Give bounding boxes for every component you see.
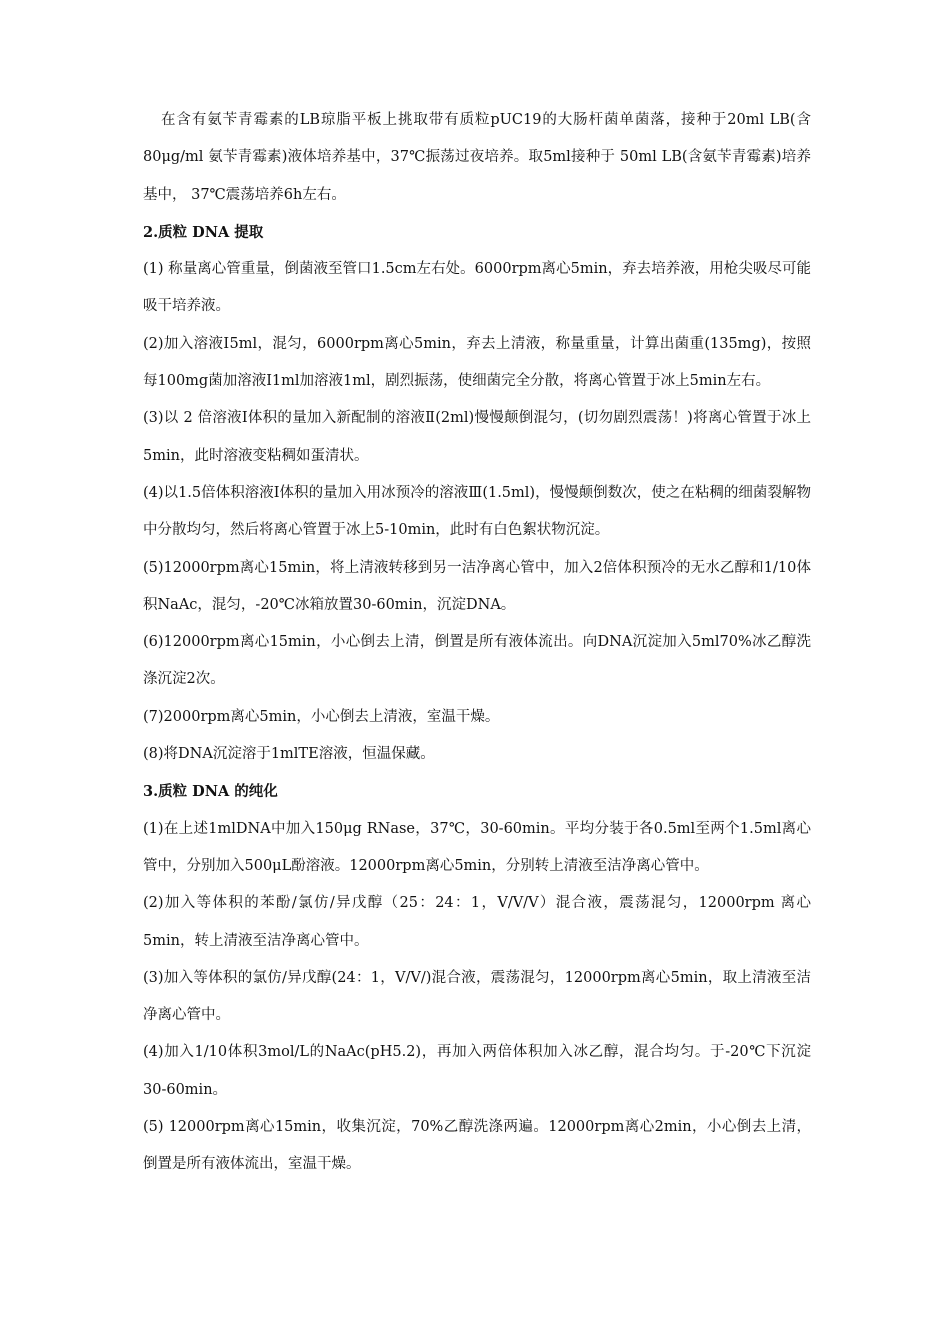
section-3-step: (5) 12000rpm离心15min，收集沉淀，70%乙醇洗涤两遍。12000rpm离心2min，小心倒去上清，倒置是所有液体流出，室温干燥。: [143, 1119, 811, 1173]
section-2-step: (8)将DNA沉淀溶于1mlTE溶液，恒温保藏。: [143, 746, 435, 763]
section-3-step: (2)加入等体积的苯酚/氯仿/异戊醇（25：24：1，V/V/V）混合液，震荡混匀，12000rpm 离心5min，转上清液至洁净离心管中。: [143, 895, 811, 949]
section-2-step: (2)加入溶液Ⅰ5ml，混匀，6000rpm离心5min，弃去上清液，称量重量，计算出菌重(135mg)，按照每100mg菌加溶液Ⅰ1ml加溶液1ml，剧烈振荡，使细菌完全分散，将离心管置于冰上5min左右。: [143, 335, 811, 390]
section-2-step: (7)2000rpm离心5min，小心倒去上清液，室温干燥。: [143, 708, 500, 725]
section-2-step: (4)以1.5倍体积溶液Ⅰ体积的量加入用冰预冷的溶液Ⅲ(1.5ml)，慢慢颠倒数次，使之在粘稠的细菌裂解物中分散均匀，然后将离心管置于冰上5-10min，此时有白色絮状物沉淀。: [143, 484, 811, 539]
document-body: [143, 102, 811, 1184]
section-2-step: (3)以 2 倍溶液Ⅰ体积的量加入新配制的溶液Ⅱ(2ml)慢慢颠倒混匀，(切勿剧烈震荡！)将离心管置于冰上5min，此时溶液变粘稠如蛋清状。: [143, 410, 811, 464]
section-3-heading: 3.质粒 DNA 的纯化: [143, 783, 278, 801]
section-3-step: (1)在上述1mlDNA中加入150μg RNase，37℃，30-60min。平均分装于各0.5ml至两个1.5ml离心管中，分别加入500μL酚溶液。12000rpm离心5min，分别转上清液至洁净离心管中。: [143, 820, 811, 874]
section-2-heading: 2.质粒 DNA 提取: [143, 223, 264, 241]
section-3-step: (4)加入1/10体积3mol/L的NaAc(pH5.2)，再加入两倍体积加入冰乙醇，混合均匀。于-20℃下沉淀30-60min。: [143, 1044, 811, 1098]
section-2-step: (6)12000rpm离心15min，小心倒去上清，倒置是所有液体流出。向DNA沉淀加入5ml70%冰乙醇洗涤沉淀2次。: [143, 634, 811, 688]
section-2-step: (5)12000rpm离心15min，将上清液转移到另一洁净离心管中，加入2倍体积预冷的无水乙醇和1/10体积NaAc，混匀，-20℃冰箱放置30-60min，沉淀DNA。: [143, 559, 811, 613]
section-3-step: (3)加入等体积的氯仿/异戊醇(24：1，V/V/)混合液，震荡混匀，12000rpm离心5min，取上清液至洁净离心管中。: [143, 969, 811, 1024]
intro-paragraph: 在含有氨苄青霉素的LB琼脂平板上挑取带有质粒pUC19的大肠杆菌单菌落，接种于20ml LB(含 80μg/ml 氨苄青霉素)液体培养基中，37℃振荡过夜培养。取5ml接种于 50ml LB(含氨苄青霉素)培养基中， 37℃震荡培养6h左右。: [143, 112, 811, 203]
section-2-step: (1) 称量离心管重量，倒菌液至管口1.5cm左右处。6000rpm离心5min，弃去培养液，用枪尖吸尽可能吸干培养液。: [143, 261, 811, 315]
